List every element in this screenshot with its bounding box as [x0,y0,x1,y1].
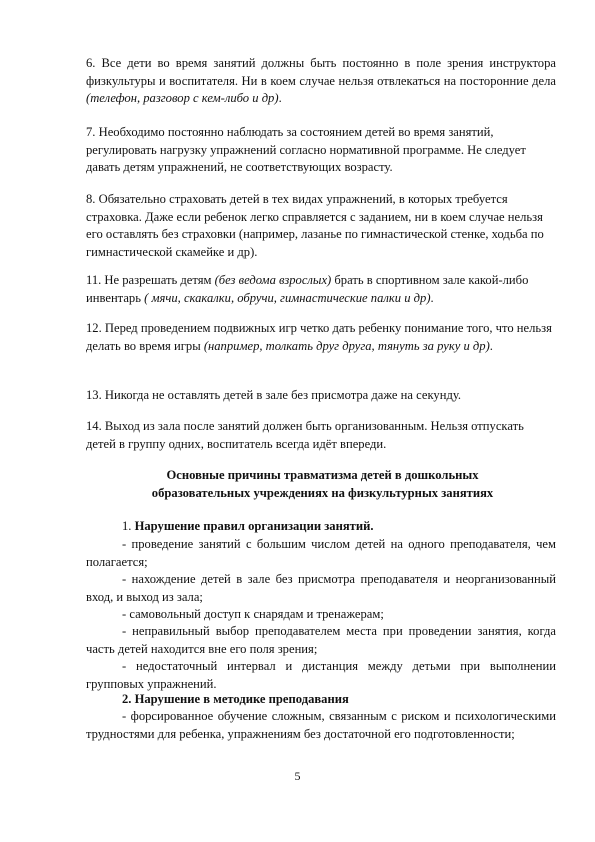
section-1-number: 1. [122,519,135,533]
rule-text: 13. Никогда не оставлять детей в зале без присмотра даже на секунду. [86,388,462,402]
rule-tail-2: . [430,290,434,305]
rule-italic: (телефон, разговор с кем-либо и др) [86,91,279,105]
rule-text: 6. Все дети во время занятий должны быть постоянно в поле зрения инструктора физкультуры и воспитателя. Ни в коем случае нельзя отвлекаться на посторонние дела [86,56,556,88]
rule-text: 7. Необходимо постоянно наблюдать за состоянием детей во время занятий, регулировать нагрузку упражнений согласно нормативной программе. Не следует давать детям упражнений, не соответствующих возрасту. [86,125,526,174]
rule-13 [86,387,556,405]
rule-italic: (без ведома взрослых) [214,273,332,287]
list-item: - самовольный доступ к снарядам и тренажерам; [122,607,384,621]
section-1-title: Нарушение правил организации занятий. [134,519,374,533]
list-item: - недостаточный интервал и дистанция между детьми при выполнении групповых упражнений. [86,659,556,691]
list-item: - форсированное обучение сложным, связанным с риском и психологическими трудностями для ребенка, упражнениям без достаточной его подготовленности; [86,709,556,741]
rule-11 [86,272,556,307]
list-item: - нахождение детей в зале без присмотра преподавателя и неорганизованный вход, и выход из зала; [86,572,556,604]
rule-italic-2: ( мячи, скакалки, обручи, гимнастические палки и др) [144,290,431,305]
rule-tail: . [278,91,282,105]
section-1-heading [86,518,556,536]
rule-tail: брать в спортивном зале какой-либо инвентарь [86,273,529,305]
rule-8 [86,191,556,261]
rule-12 [86,320,556,355]
section-2-title: 2. Нарушение в методике преподавания [122,692,349,706]
rule-text: 14. Выход из зала после занятий должен быть организованным. Нельзя отпускать детей в группу одних, воспитатель всегда идёт впереди. [86,419,524,451]
rule-tail: . [489,338,493,353]
page-number: 5 [294,769,301,783]
rule-text: 8. Обязательно страховать детей в тех видах упражнений, в которых требуется страховка. Даже если ребенок легко справляется с заданием, ни в коем случае нельзя его оставлять без страховки (например, лазанье по гимнастической стенке, ходьба по гимнастической скамейке и др). [86,192,544,259]
rule-italic: (например, толкать друг друга, тянуть за руку и др) [203,338,490,353]
list-item: - неправильный выбор преподавателем места при проведении занятия, когда часть детей находится вне его поля зрения; [86,624,556,656]
rule-14 [86,418,556,453]
list-item: - проведение занятий с большим числом детей на одного преподавателя, чем полагается; [86,537,556,569]
rule-6 [86,55,556,108]
rule-7 [86,124,556,177]
section-2-heading [86,691,556,709]
section-title: Основные причины травматизма детей в дошкольных образовательных учреждениях на физкультурных занятиях [151,468,494,500]
rule-text: 12. Перед проведением подвижных игр четко дать ребенку понимание того, что нельзя делать во время игры [86,321,552,353]
rule-text: 11. Не разрешать детям [86,273,215,287]
